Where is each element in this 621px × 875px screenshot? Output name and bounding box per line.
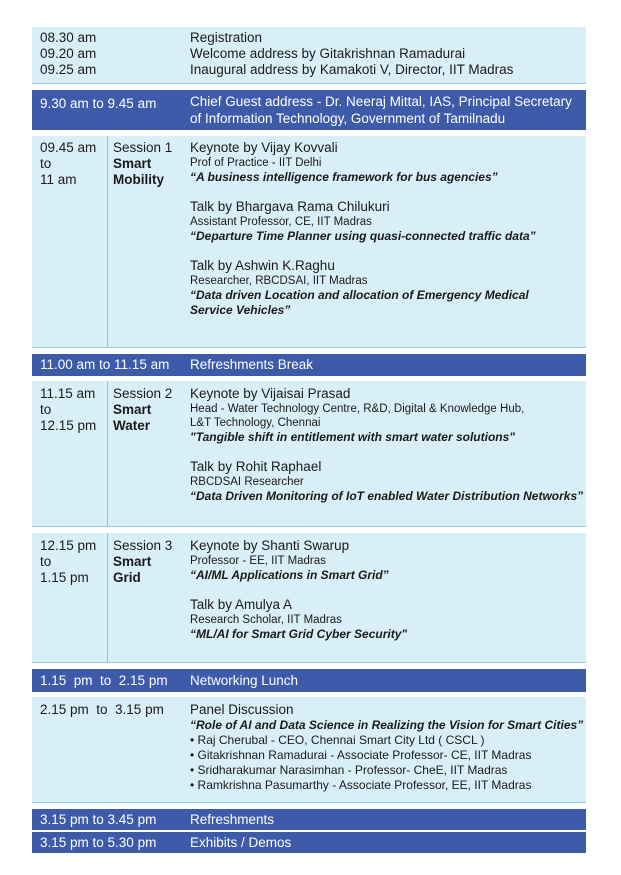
opening-block (32, 27, 586, 84)
panel-quote: “Role of AI and Data Science in Realizing the Vision for Smart Cities” (190, 718, 584, 732)
talk-quote: “Departure Time Planner using quasi-connected traffic data” (190, 229, 536, 243)
registration-text: Registration (190, 30, 263, 45)
session-2-time-end: 12.15 pm (40, 418, 97, 433)
time-welcome: 09.20 am (40, 46, 97, 61)
talk-role: RBCDSAI Researcher (190, 476, 304, 488)
session-3-block (32, 533, 586, 663)
opening-items (190, 30, 582, 78)
talk-role: Head - Water Technology Centre, R&D, Digital & Knowledge Hub, (190, 403, 525, 415)
session-1-talk (190, 139, 582, 185)
talk-title: Talk by Rohit Raphael (190, 459, 322, 474)
talk-title: Keynote by Vijay Kovvali (190, 140, 338, 155)
session-3-label (113, 538, 172, 586)
welcome-text: Welcome address by Gitakrishnan Ramadurai (190, 46, 466, 61)
talk-title: Talk by Bhargava Rama Chilukuri (190, 199, 390, 214)
session-2-time (40, 386, 96, 434)
session-3-talks (190, 537, 582, 642)
session-1-time-end: 11 am (40, 172, 77, 187)
inaugural-text: Inaugural address by Kamakoti V, Director, IIT Madras (190, 62, 514, 77)
panelist-item: • Gitakrishnan Ramadurai - Associate Professor- CE, IIT Madras (190, 748, 532, 762)
session-2-talk (190, 458, 582, 504)
session-1-topic-line-2: Mobility (113, 172, 164, 187)
session-3-time-to: to (40, 554, 52, 569)
talk-quote: “A business intelligence framework for bus agencies” (190, 170, 498, 184)
talk-quote: "Tangible shift in entitlement with smart water solutions" (190, 430, 515, 444)
time-inaugural: 09.25 am (40, 62, 97, 77)
opening-times (40, 30, 96, 78)
session-1-block (32, 136, 586, 348)
session-2-time-start: 11.15 am (40, 386, 96, 401)
session-2-time-to: to (40, 402, 52, 417)
session-2-topic-line-1: Smart (113, 402, 152, 417)
session-3-divider (107, 533, 108, 662)
talk-title: Talk by Ashwin K.Raghu (190, 258, 335, 273)
session-3-time-start: 12.15 pm (40, 538, 97, 553)
session-2-divider (107, 381, 108, 526)
panel-time: 2.15 pm to 3.15 pm (40, 702, 164, 717)
talk-role: Research Scholar, IIT Madras (190, 614, 342, 626)
panelist-item: • Ramkrishna Pasumarthy - Associate Professor, EE, IIT Madras (190, 778, 532, 792)
session-3-topic-line-1: Smart (113, 554, 152, 569)
session-3-talk (190, 596, 582, 642)
panel-block (32, 697, 586, 803)
session-2-talks (190, 385, 582, 504)
session-1-time-to: to (40, 156, 52, 171)
session-1-divider (107, 136, 108, 347)
talk-quote: “ML/AI for Smart Grid Cyber Security" (190, 627, 408, 641)
session-2-block (32, 381, 586, 527)
talk-role: Professor - EE, IIT Madras (190, 555, 326, 567)
talk-quote: “Data driven Location and allocation of Emergency Medical Service Vehicles” (190, 288, 529, 317)
exhibits-label: Exhibits / Demos (190, 835, 292, 850)
session-1-time (40, 140, 96, 188)
exhibits-time: 3.15 pm to 5.30 pm (40, 835, 157, 850)
session-2-topic-line-2: Water (113, 418, 151, 433)
panel-title: Panel Discussion (190, 702, 294, 717)
session-2-number: Session 2 (113, 386, 173, 401)
chief-guest-time: 9.30 am to 9.45 am (40, 96, 157, 111)
panel-content (190, 701, 584, 793)
talk-role: Researcher, RBCDSAI, IIT Madras (190, 275, 368, 287)
talk-role: Assistant Professor, CE, IIT Madras (190, 216, 372, 228)
session-1-topic-line-1: Smart (113, 156, 152, 171)
talk-title: Talk by Amulya A (190, 597, 293, 612)
session-1-talks (190, 139, 582, 318)
refreshments-label: Refreshments (190, 812, 275, 827)
session-3-time-end: 1.15 pm (40, 570, 89, 585)
session-3-talk (190, 537, 582, 583)
time-registration: 08.30 am (40, 30, 97, 45)
lunch-time: 1.15 pm to 2.15 pm (40, 673, 168, 688)
session-3-number: Session 3 (113, 538, 173, 553)
refreshments-break-bar (32, 354, 586, 376)
lunch-bar (32, 669, 586, 692)
lunch-label: Networking Lunch (190, 673, 299, 688)
session-1-time-start: 09.45 am (40, 140, 97, 155)
session-1-talk (190, 198, 582, 244)
talk-title: Keynote by Shanti Swarup (190, 538, 350, 553)
chief-guest-bar (32, 90, 586, 130)
session-3-topic-line-2: Grid (113, 570, 141, 585)
talk-role: Prof of Practice - IIT Delhi (190, 157, 322, 169)
talk-title: Keynote by Vijaisai Prasad (190, 386, 351, 401)
session-2-label (113, 386, 172, 434)
session-2-talk (190, 385, 582, 445)
panelist-item: • Sridharakumar Narasimhan - Professor- CheE, IIT Madras (190, 763, 508, 777)
refreshments-break-time: 11.00 am to 11.15 am (40, 357, 170, 372)
talk-quote: “AI/ML Applications in Smart Grid” (190, 568, 389, 582)
session-3-time (40, 538, 96, 586)
refreshments-time: 3.15 pm to 3.45 pm (40, 812, 157, 827)
exhibits-bar (32, 832, 586, 853)
chief-guest-text: Chief Guest address - Dr. Neeraj Mittal, IAS, Principal Secretary of Information Technology, Government of Tamilnadu (190, 94, 572, 126)
session-1-number: Session 1 (113, 140, 173, 155)
refreshments-bar (32, 809, 586, 830)
refreshments-break-label: Refreshments Break (190, 357, 314, 372)
session-1-talk (190, 257, 582, 318)
panelist-item: • Raj Cherubal - CEO, Chennai Smart City Ltd ( CSCL ) (190, 733, 485, 747)
talk-quote: “Data Driven Monitoring of IoT enabled Water Distribution Networks” (190, 489, 584, 503)
talk-role: L&T Technology, Chennai (190, 417, 321, 429)
session-1-label (113, 140, 172, 188)
